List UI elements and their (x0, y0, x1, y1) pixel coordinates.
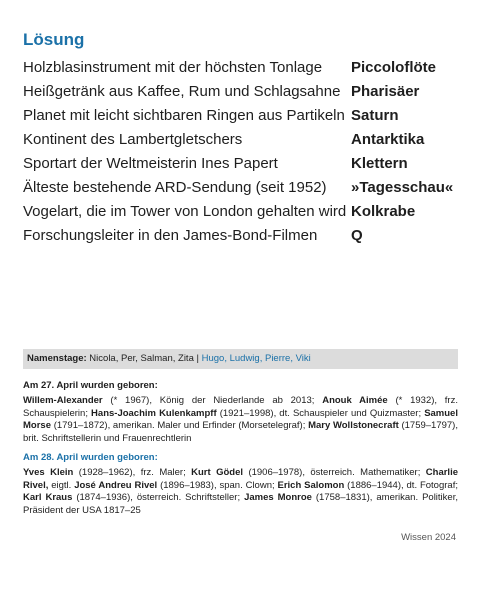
solution-row (23, 178, 463, 198)
question: Planet mit leicht sichtbaren Ringen aus Partikeln (23, 107, 345, 124)
person-desc: (1759–1797), brit. Schriftstellerin und Frauenrechtlerin (23, 420, 458, 445)
born-heading: Am 28. April wurden geboren: (23, 452, 158, 463)
born-heading: Am 27. April wurden geboren: (23, 380, 158, 391)
person-name: José Andreu Rivel (74, 479, 158, 491)
person-desc: (* 1967), König der Niederlande ab 2013; (102, 394, 323, 406)
solution-row (23, 58, 463, 78)
name-days-regular: Nicola, Per, Salman, Zita | (86, 353, 202, 364)
solution-row (23, 154, 463, 174)
name-days-highlight: Hugo, Ludwig, Pierre, Viki (201, 353, 311, 364)
question: Vogelart, die im Tower von London gehalten wird (23, 203, 347, 220)
person-name: Kurt Gödel (191, 466, 244, 478)
answer: Saturn (351, 107, 399, 124)
person-desc: (1928–1962), frz. Maler; (73, 466, 192, 478)
solution-row (23, 106, 463, 126)
person-desc: (1874–1936), österreich. Schriftsteller; (72, 492, 245, 504)
person-name: Hans-Joachim Kulenkampff (91, 407, 217, 419)
person-desc: (* 1932), frz. Schauspielerin; (23, 394, 458, 419)
name-days-label: Namenstage: (27, 353, 87, 364)
person-name: Erich Salomon (277, 479, 345, 491)
person-name: Karl Kraus (23, 492, 73, 504)
solution-row (23, 82, 463, 102)
person-desc: (1906–1978), österreich. Mathematiker; (243, 466, 426, 478)
answer: Klettern (351, 155, 408, 172)
born-april-27 (23, 380, 458, 446)
answer: »Tagesschau« (351, 179, 454, 196)
person-desc: (1758–1831), amerikan. Politiker, Präsident der USA 1817–25 (23, 492, 458, 517)
question: Kontinent des Lambertgletschers (23, 131, 243, 148)
question: Sportart der Weltmeisterin Ines Papert (23, 155, 278, 172)
solution-row (23, 202, 463, 222)
person-name: Mary Wollstonecraft (308, 420, 399, 432)
born-april-28 (23, 452, 458, 518)
name-days-bar (23, 349, 458, 369)
person-desc: (1791–1872), amerikan. Maler und Erfinder (Morsetelegraf); (50, 420, 309, 432)
answer: Kolkrabe (351, 203, 416, 220)
solution-list (23, 58, 463, 250)
answer: Pharisäer (351, 83, 420, 100)
solution-row (23, 130, 463, 150)
question: Heißgetränk aus Kaffee, Rum und Schlagsahne (23, 83, 341, 100)
answer: Q (351, 227, 363, 244)
born-text (23, 467, 458, 518)
footer-label: Wissen 2024 (401, 532, 456, 543)
answer: Antarktika (351, 131, 425, 148)
page-title: Lösung (23, 30, 85, 49)
question: Forschungsleiter in den James-Bond-Filmen (23, 227, 318, 244)
person-name: James Monroe (244, 492, 312, 504)
question: Holzblasinstrument mit der höchsten Tonlage (23, 59, 323, 76)
person-name: Samuel Morse (23, 407, 458, 432)
person-name: Charlie Rivel, (23, 466, 458, 491)
person-desc: (1921–1998), dt. Schauspieler und Quizmaster; (216, 407, 425, 419)
person-desc: eigtl. (48, 479, 75, 491)
person-name: Anouk Aimée (322, 394, 388, 406)
person-desc: (1896–1983), span. Clown; (157, 479, 278, 491)
solution-row (23, 226, 463, 246)
person-desc: (1886–1944), dt. Fotograf; (344, 479, 458, 491)
born-text (23, 395, 458, 446)
person-name: Willem-Alexander (23, 394, 103, 406)
person-name: Yves Klein (23, 466, 74, 478)
question: Älteste bestehende ARD-Sendung (seit 1952) (23, 179, 327, 196)
answer: Piccoloflöte (351, 59, 437, 76)
